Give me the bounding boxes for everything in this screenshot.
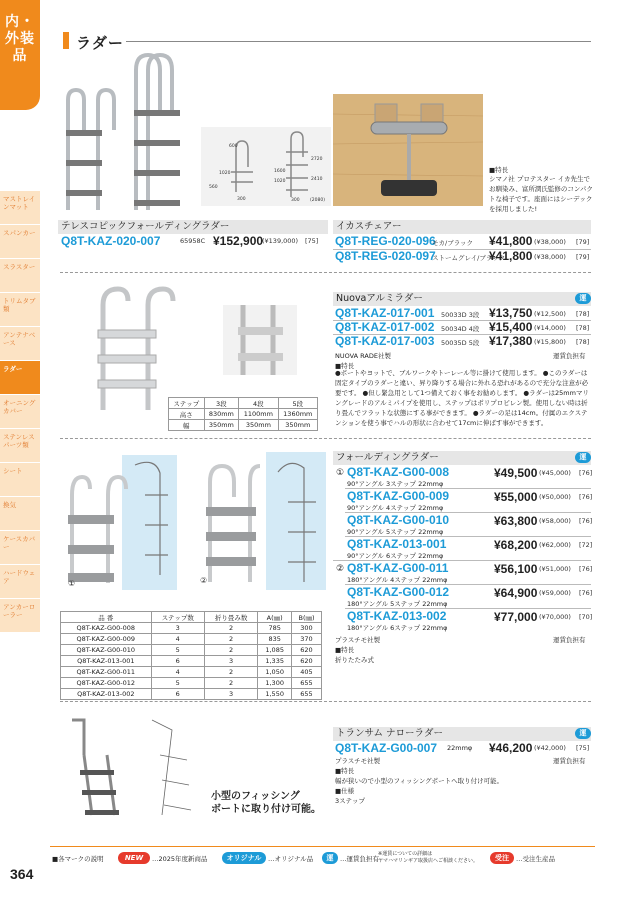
ref-page: [78]	[576, 338, 590, 346]
dim-label: 300	[237, 197, 246, 202]
price-tax: (¥38,000)	[534, 238, 566, 246]
table-cell: 3	[204, 689, 257, 700]
table-cell: 4	[151, 634, 204, 645]
side-item[interactable]: ハードウェア	[0, 564, 40, 598]
product-code[interactable]: Q8T-KAZ-017-003	[335, 334, 435, 348]
price-tax: (¥15,800)	[534, 338, 566, 346]
product-code[interactable]: Q8T-REG-020-097	[335, 249, 436, 263]
footer-rule	[50, 846, 595, 847]
feature-label: ■特長	[335, 767, 355, 775]
price: ¥41,800	[489, 234, 533, 248]
ref-page: [76]	[579, 469, 593, 477]
price-tax: (¥38,000)	[534, 253, 566, 261]
price: ¥49,500	[494, 466, 538, 480]
dim-label: 1600	[274, 169, 286, 174]
side-item[interactable]: スパンカー	[0, 224, 40, 258]
price: ¥55,000	[494, 490, 538, 504]
section-separator	[60, 272, 591, 273]
transom-caption	[211, 790, 321, 816]
table-header: B(㎜)	[292, 612, 322, 623]
nuova-size-table	[168, 397, 318, 431]
product-code[interactable]: Q8T-KAZ-013-001	[347, 537, 447, 551]
product-code[interactable]: Q8T-KAZ-G00-010	[347, 513, 450, 527]
dim-label: 600	[229, 144, 238, 149]
price-tax: (¥58,000)	[539, 517, 571, 525]
dim-label: 1020	[219, 171, 231, 176]
ref-page: [70]	[579, 613, 593, 621]
table-cell: 835	[258, 634, 292, 645]
product-code[interactable]: Q8T-KAZ-013-002	[347, 609, 447, 623]
side-category-title: 内・外装品	[5, 14, 35, 64]
table-cell: 2	[204, 667, 257, 678]
caption-line: ボートに取り付け可能。	[211, 804, 321, 815]
price: ¥15,400	[489, 320, 533, 334]
side-item[interactable]: アンカーローラー	[0, 598, 40, 632]
table-cell: 4	[151, 667, 204, 678]
table-cell: 350mm	[239, 420, 278, 431]
made-to-order-mark: 受注	[490, 852, 514, 864]
figure-label: ①	[68, 579, 76, 588]
dim-label: 2410	[311, 177, 323, 182]
table-cell: 370	[292, 634, 322, 645]
table-cell: 1,050	[258, 667, 292, 678]
shipping-mark: 運	[322, 852, 338, 864]
new-mark: NEW	[118, 852, 150, 864]
table-cell: 1,085	[258, 645, 292, 656]
folding-size-table	[60, 611, 322, 700]
ika-chair-photo	[333, 94, 483, 206]
table-cell: 5	[151, 645, 204, 656]
nuova-ladder-detail-photo	[223, 305, 297, 375]
table-cell: Q8T-KAZ-013-001	[61, 656, 152, 667]
variant: モカ/ブラック	[432, 239, 474, 247]
shipping-note	[378, 851, 478, 865]
dim-label: 1020	[274, 179, 286, 184]
table-cell: 655	[292, 689, 322, 700]
spec: 90°アングル 3ステップ 22mmφ	[347, 480, 444, 488]
note-line: ヤマハマリンギア取扱店へご相談ください。	[378, 858, 478, 864]
ref-page: [75]	[305, 237, 319, 245]
folding-ladder-1-figure	[60, 455, 200, 590]
product-header: トランサム ナローラダー	[333, 727, 591, 741]
price: ¥17,380	[489, 334, 533, 348]
table-cell: 830mm	[204, 409, 239, 420]
shipping-badge: 運	[575, 728, 591, 739]
telescopic-ladder-diagram	[201, 127, 331, 206]
maker: プラスチモ社製	[335, 757, 381, 765]
table-cell: 785	[258, 623, 292, 634]
table-header: 5段	[278, 398, 317, 409]
ref-page: [72]	[579, 541, 593, 549]
ref-page: [76]	[579, 565, 593, 573]
spec: 90°アングル 4ステップ 22mmφ	[347, 504, 444, 512]
ref-page: [75]	[576, 744, 590, 752]
side-item[interactable]: ケースカバー	[0, 530, 40, 564]
caption-line: 小型のフィッシング	[211, 791, 300, 802]
table-cell: 1,550	[258, 689, 292, 700]
table-cell: 350mm	[204, 420, 239, 431]
price: ¥77,000	[494, 610, 538, 624]
table-header: A(㎜)	[258, 612, 292, 623]
shipping-note: 運賃負担有	[553, 757, 586, 765]
dim-label: (2080)	[310, 198, 325, 203]
price-tax: (¥139,000)	[262, 237, 299, 245]
spec-value: 3ステップ	[335, 797, 366, 805]
note-line: ※運賃についての詳細は	[378, 851, 433, 857]
spec: 180°アングル 5ステップ 22mmφ	[347, 600, 448, 608]
product-header: フォールディングラダー	[333, 451, 591, 465]
ref-page: [79]	[576, 238, 590, 246]
variant-number: ②	[336, 564, 345, 574]
product-header: Nuovaアルミラダー	[333, 292, 591, 306]
legend-desc: …受注生産品	[516, 855, 555, 863]
table-cell: 6	[151, 656, 204, 667]
table-header: 折り畳み数	[204, 612, 257, 623]
side-item[interactable]: マストレインマット	[0, 190, 40, 224]
product-code[interactable]: Q8T-KAZ-G00-009	[347, 489, 450, 503]
table-cell: 6	[151, 689, 204, 700]
feature-text: シマノ社 プロテスター イカ先生でお馴染み、富所潤氏監修のコンパクトな椅子です。座面にはシーデックを採用しました!	[489, 175, 593, 213]
maker: プラスチモ社製	[335, 636, 381, 644]
ref-page: [76]	[579, 493, 593, 501]
feature-label: ■特長	[335, 646, 355, 654]
product-code[interactable]: Q8T-REG-020-096	[335, 234, 436, 248]
legend-desc: …運賃負担有	[340, 855, 379, 863]
dim-label: 2720	[311, 157, 323, 162]
table-header: 品 番	[61, 612, 152, 623]
section-separator	[60, 701, 591, 702]
table-cell: 620	[292, 656, 322, 667]
variant: ストームグレイ/ブラック	[432, 254, 506, 262]
price-tax: (¥51,000)	[539, 565, 571, 573]
ref-page: [79]	[576, 253, 590, 261]
feature-label: ■特長	[335, 362, 355, 370]
table-cell: 幅	[169, 420, 205, 431]
product-code[interactable]: Q8T-KAZ-G00-008	[347, 465, 450, 479]
ref-page: [76]	[579, 517, 593, 525]
table-cell: 3	[151, 623, 204, 634]
table-cell: 2	[204, 645, 257, 656]
section-title: ラダー	[76, 34, 124, 52]
side-item[interactable]: アンテナベース	[0, 326, 40, 360]
table-cell: 1360mm	[278, 409, 317, 420]
table-header: 4段	[239, 398, 278, 409]
feature-text: 折りたたみ式	[335, 656, 374, 664]
price-tax: (¥70,000)	[539, 613, 571, 621]
legend-title: ■各マークの説明	[52, 855, 104, 863]
side-item[interactable]: スラスター	[0, 258, 40, 292]
table-cell: 405	[292, 667, 322, 678]
section-separator	[60, 438, 591, 439]
price: ¥46,200	[489, 741, 533, 755]
figure-label: ②	[200, 576, 208, 585]
table-cell: 620	[292, 645, 322, 656]
model-number: 50034D 4段	[441, 325, 480, 333]
spec: 22mmφ	[447, 744, 473, 752]
price: ¥64,900	[494, 586, 538, 600]
price: ¥63,800	[494, 514, 538, 528]
product-header: イカスチェアー	[333, 220, 591, 234]
price: ¥56,100	[494, 562, 538, 576]
feature-label: ■特長	[489, 166, 509, 174]
spec: 180°アングル 6ステップ 22mmφ	[347, 624, 448, 632]
price: ¥41,800	[489, 249, 533, 263]
table-header: 3段	[204, 398, 239, 409]
original-mark: オリジナル	[222, 852, 266, 864]
dim-label: 560	[209, 185, 218, 190]
page-number: 364	[10, 866, 34, 882]
price: ¥68,200	[494, 538, 538, 552]
table-cell: 3	[204, 656, 257, 667]
table-header: ステップ数	[151, 612, 204, 623]
ref-page: [76]	[579, 589, 593, 597]
side-item[interactable]: トリムタブ類	[0, 292, 40, 326]
table-cell: 1100mm	[239, 409, 278, 420]
product-code[interactable]: Q8T-KAZ-G00-011	[347, 561, 449, 575]
variant-number: ①	[336, 468, 345, 478]
price-tax: (¥42,000)	[534, 744, 566, 752]
table-header: ステップ	[169, 398, 205, 409]
legend-desc: …2025年度新商品	[152, 855, 208, 863]
table-cell: Q8T-KAZ-013-002	[61, 689, 152, 700]
table-cell: Q8T-KAZ-G00-011	[61, 667, 152, 678]
price: ¥13,750	[489, 306, 533, 320]
side-item[interactable]: シート	[0, 462, 40, 496]
feature-text: 幅が狭いので小型のフィッシングボートへ取り付け可能。	[335, 777, 504, 785]
price-tax: (¥50,000)	[539, 493, 571, 501]
product-code[interactable]: Q8T-KAZ-020-007	[61, 234, 161, 248]
spec: 90°アングル 5ステップ 22mmφ	[347, 528, 444, 536]
shipping-note: 運賃負担有	[553, 352, 586, 360]
table-cell: 655	[292, 678, 322, 689]
folding-ladder-2-figure	[200, 452, 330, 590]
table-cell: Q8T-KAZ-G00-009	[61, 634, 152, 645]
side-item[interactable]: ステンレスパーツ類	[0, 428, 40, 462]
table-cell: 5	[151, 678, 204, 689]
section-rule	[126, 41, 591, 42]
feature-text: ●ボートやヨットで、ブルワークやトーレール等に掛けて使用します。 ●このラダーは固定タイプのラダーと違い、昇り降りする場合に外れる恐れがあるので充分な注意が必要です。 ●但し緊急用として1つ備えておく事をお勧めします。 ●ラダーは25mmマリングレードのアルミパイプを使用し、ステップはポリプロピレン製。使用しない時は折り畳んでフラットな状態にする事ができます。 ●ラダーの足は14cm。付属のエクステンションを使う事でハルの形状に合わせて17cmに伸ばす事ができます。	[335, 369, 589, 427]
table-cell: Q8T-KAZ-G00-010	[61, 645, 152, 656]
table-cell: 1,300	[258, 678, 292, 689]
maker: NUOVA RADE社製	[335, 352, 391, 360]
table-cell: 1,335	[258, 656, 292, 667]
nuova-ladder-photo	[88, 285, 178, 413]
ref-page: [78]	[576, 310, 590, 318]
side-item[interactable]: オーニングカバー	[0, 394, 40, 428]
product-header: テレスコピックフォールディングラダー	[58, 220, 328, 234]
table-cell: 高さ	[169, 409, 205, 420]
table-cell: 2	[204, 623, 257, 634]
spec-label: ■仕様	[335, 787, 355, 795]
shipping-note: 運賃負担有	[553, 636, 586, 644]
legend-desc: …オリジナル品	[268, 855, 314, 863]
section-marker	[63, 32, 69, 49]
spec: 90°アングル 6ステップ 22mmφ	[347, 552, 444, 560]
product-code[interactable]: Q8T-KAZ-017-001	[335, 306, 435, 320]
price: ¥152,900	[213, 234, 264, 248]
dim-label: 300	[291, 198, 300, 203]
telescopic-ladder-photo	[58, 50, 198, 215]
spec: 180°アングル 4ステップ 22mmφ	[347, 576, 448, 584]
ref-page: [78]	[576, 324, 590, 332]
side-item-active[interactable]: ラダー	[0, 360, 40, 394]
shipping-badge: 運	[575, 452, 591, 463]
product-code[interactable]: Q8T-KAZ-017-002	[335, 320, 435, 334]
model-number: 50035D 5段	[441, 339, 480, 347]
table-cell: Q8T-KAZ-G00-008	[61, 623, 152, 634]
price-tax: (¥59,000)	[539, 589, 571, 597]
price-tax: (¥12,500)	[534, 310, 566, 318]
price-tax: (¥14,000)	[534, 324, 566, 332]
product-code[interactable]: Q8T-KAZ-G00-012	[347, 585, 450, 599]
price-tax: (¥62,000)	[539, 541, 571, 549]
table-cell: 2	[204, 678, 257, 689]
model-number: 50033D 3段	[441, 311, 480, 319]
model-number: 65958C	[180, 237, 206, 245]
product-code[interactable]: Q8T-KAZ-G00-007	[335, 741, 438, 755]
side-index	[0, 0, 40, 900]
table-cell: 2	[204, 634, 257, 645]
side-category-tab	[0, 0, 40, 110]
table-cell: Q8T-KAZ-G00-012	[61, 678, 152, 689]
side-item[interactable]: 換気	[0, 496, 40, 530]
transom-ladder-figure	[62, 715, 212, 825]
table-cell: 350mm	[278, 420, 317, 431]
price-tax: (¥45,000)	[539, 469, 571, 477]
table-cell: 300	[292, 623, 322, 634]
shipping-badge: 運	[575, 293, 591, 304]
